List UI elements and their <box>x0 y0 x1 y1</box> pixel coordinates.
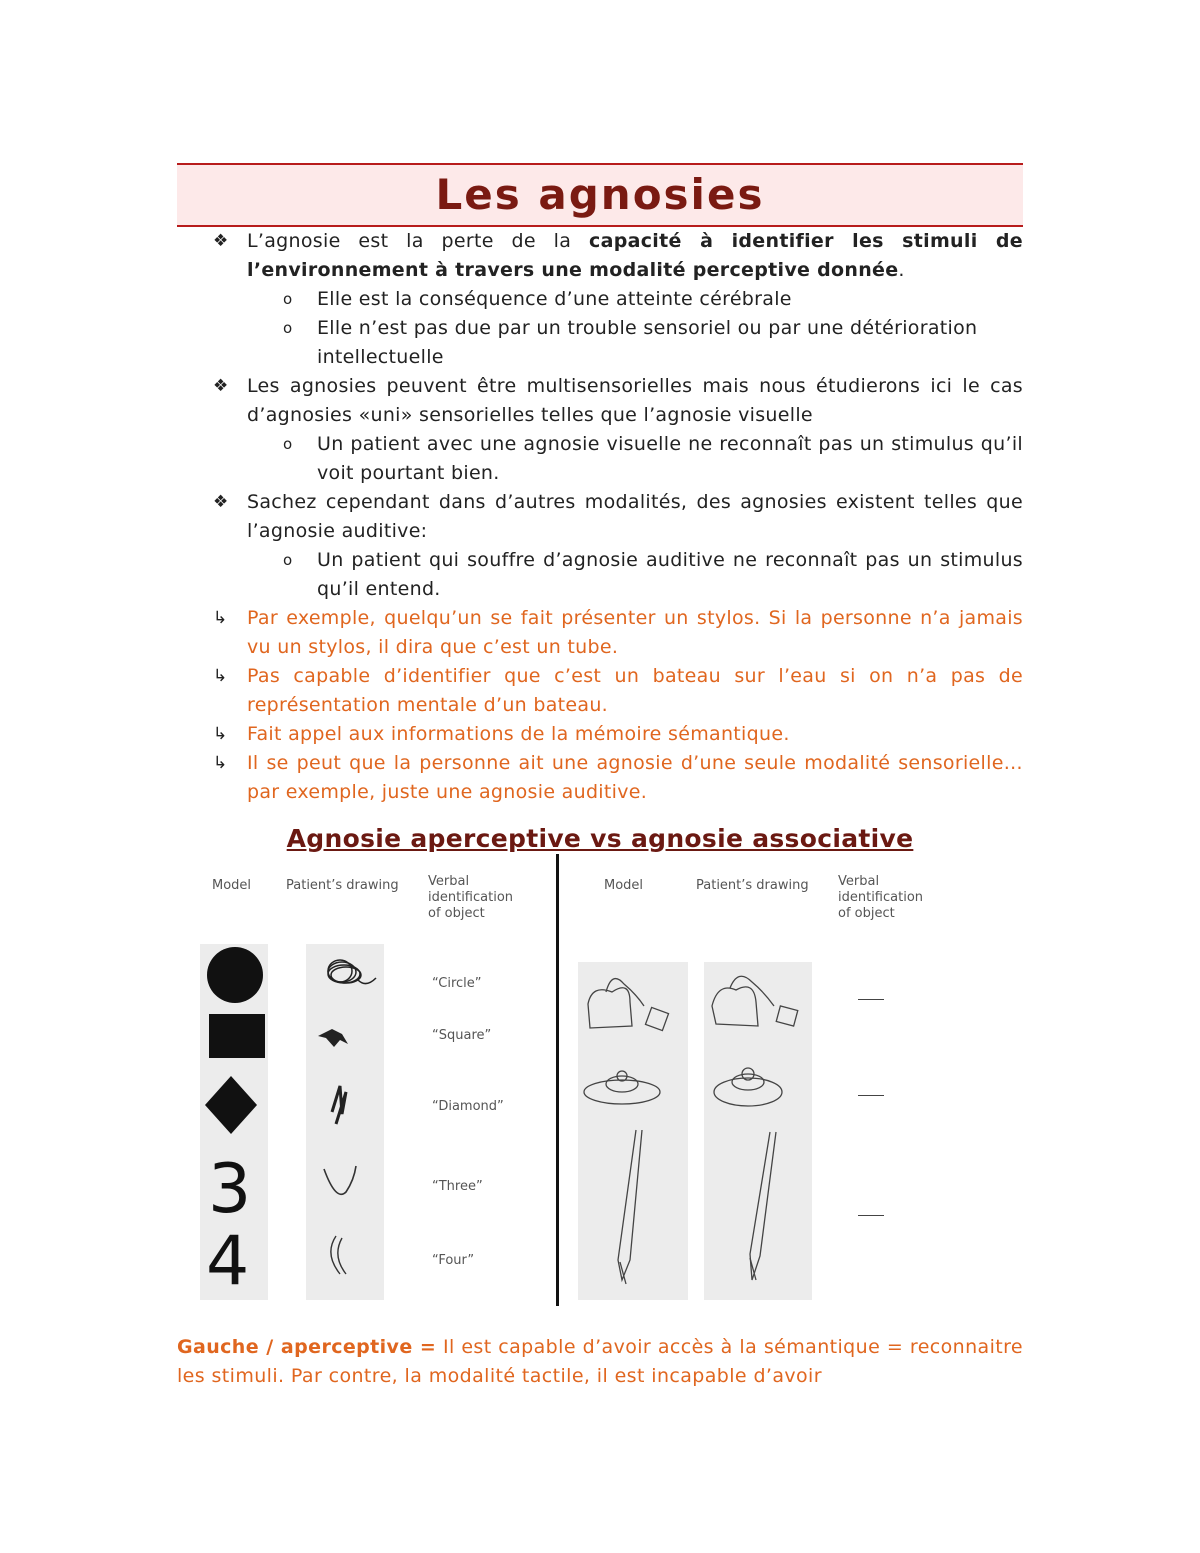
section-heading: Agnosie aperceptive vs agnosie associative <box>286 824 914 853</box>
svg-text:4: 4 <box>206 1222 250 1300</box>
object-drawings <box>704 962 812 1300</box>
answer-diamond: “Diamond” <box>432 1099 504 1114</box>
header-drawing-left: Patient’s drawing <box>286 878 399 893</box>
circle-bullet-icon: o <box>283 551 293 569</box>
circle-bullet-icon: o <box>283 319 293 337</box>
diamond-bullet-icon: ❖ <box>213 492 229 512</box>
answer-circle: “Circle” <box>432 976 482 991</box>
sub-bullet-item: o Un patient qui souffre d’agnosie auditive ne reconnaît pas un stimulus qu’il entend. <box>177 546 1023 604</box>
answer-none-ring <box>858 1095 884 1096</box>
title-banner <box>177 163 1023 227</box>
bottom-text: Il est capable d’avoir accès à la sémantique = reconnaitre les stimuli. Par contre, la modalité tactile, il est incapable d’avoir <box>177 1336 1023 1387</box>
arrow-item: ↳ Par exemple, quelqu’un se fait présenter un stylos. Si la personne n’a jamais vu un stylos, il dira que c’est un tube. <box>177 604 1023 662</box>
answer-four: “Four” <box>432 1253 475 1268</box>
arrow-item: ↳ Il se peut que la personne ait une agnosie d’une seule modalité sensorielle… par exemple, juste une agnosie auditive. <box>177 749 1023 807</box>
circle-bullet-icon: o <box>283 290 293 308</box>
figure-divider <box>556 854 559 1306</box>
curved-arrow-icon: ↳ <box>213 608 228 628</box>
circle-bullet-icon: o <box>283 435 293 453</box>
header-verbal-left: Verbal identification of object <box>428 874 514 921</box>
curved-arrow-icon: ↳ <box>213 753 228 773</box>
answer-none-pen <box>858 1215 884 1216</box>
bottom-label: Gauche / aperceptive = <box>177 1336 437 1358</box>
patient-drawings <box>306 944 384 1300</box>
answer-square: “Square” <box>432 1028 492 1043</box>
arrow-item: ↳ Pas capable d’identifier que c’est un bateau sur l’eau si on n’a pas de représentation mentale d’un bateau. <box>177 662 1023 720</box>
curved-arrow-icon: ↳ <box>213 666 228 686</box>
model-shapes <box>200 944 268 1300</box>
bottom-paragraph <box>177 1333 1023 1391</box>
header-model-right: Model <box>604 878 644 893</box>
arrow-item: ↳ Fait appel aux informations de la mémoire sémantique. <box>177 720 1023 749</box>
page-title: Les agnosies <box>435 170 765 219</box>
diamond-bullet-icon: ❖ <box>213 231 229 251</box>
curved-arrow-icon: ↳ <box>213 724 228 744</box>
document-page <box>177 163 1023 853</box>
bullet-item: ❖ Sachez cependant dans d’autres modalités, des agnosies existent telles que l’agnosie auditive: <box>177 488 1023 546</box>
header-drawing-right: Patient’s drawing <box>696 878 809 893</box>
drawing-panel-left <box>306 944 384 1300</box>
agnosia-figure <box>198 858 958 1308</box>
header-model-left: Model <box>212 878 252 893</box>
bullet-item: ❖ Les agnosies peuvent être multisensorielles mais nous étudierons ici le cas d’agnosies «uni» sensorielles telles que l’agnosie visuelle <box>177 372 1023 430</box>
model-panel-right <box>578 962 688 1300</box>
object-models <box>578 962 688 1300</box>
sub-bullet-item: o Elle n’est pas due par un trouble sensoriel ou par une détérioration intellectuelle <box>177 314 1023 372</box>
answer-none-teabag <box>858 999 884 1000</box>
sub-bullet-item: o Elle est la conséquence d’une atteinte cérébrale <box>177 285 1023 314</box>
answer-three: “Three” <box>432 1179 483 1194</box>
sub-bullet-item: o Un patient avec une agnosie visuelle ne reconnaît pas un stimulus qu’il voit pourtant bien. <box>177 430 1023 488</box>
drawing-panel-right <box>704 962 812 1300</box>
notes-body <box>177 227 1023 807</box>
model-panel-left <box>200 944 268 1300</box>
diamond-bullet-icon: ❖ <box>213 376 229 396</box>
header-verbal-right: Verbal identification of object <box>838 874 924 921</box>
bullet-item: ❖ L’agnosie est la perte de la capacité à identifier les stimuli de l’environnement à travers une modalité perceptive donnée. <box>177 227 1023 285</box>
svg-text:3: 3 <box>208 1150 252 1229</box>
